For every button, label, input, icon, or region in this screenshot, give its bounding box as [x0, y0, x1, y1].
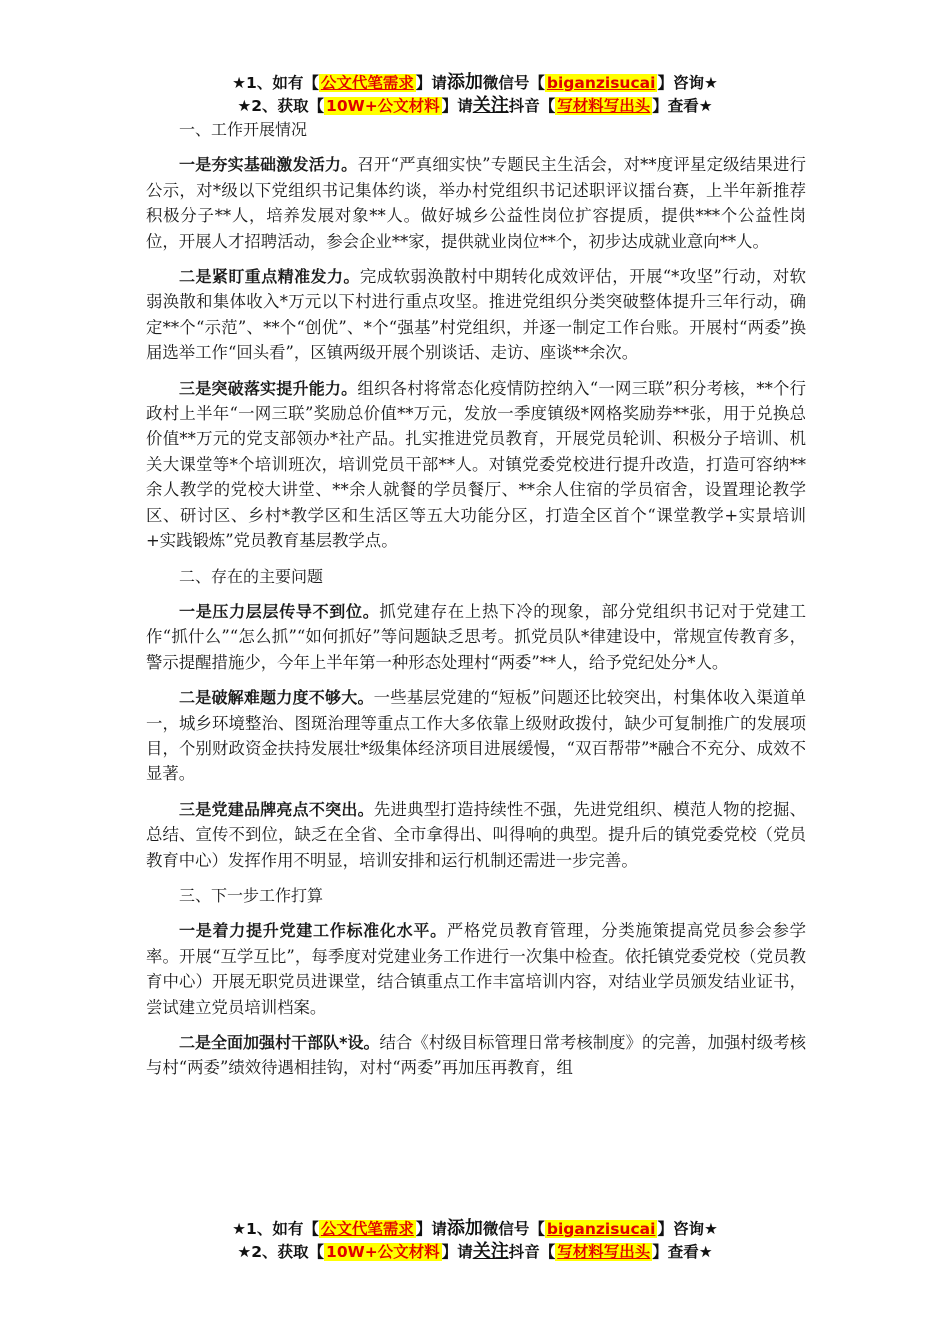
paragraph-lead: 三是党建品牌亮点不突出。 — [179, 799, 374, 819]
section-heading: 一、工作开展情况 — [179, 120, 308, 139]
paragraph: 三是突破落实提升能力。组织各村将常态化疫情防控纳入“一网三联”积分考核，**个行政村上半年“一网三联”奖励总价值**万元，发放一季度镇级*网格奖励券**张，用于兑换总价值**万元的党支部领办*社产品。扎实推进党员教育，开展党员轮训、积极分子培训、机关大课堂等*个培训班次，培训党员干部**人。对镇党委党校进行提升改造，打造可容纳**余人教学的党校大讲堂、**余人就餐的学员餐厅、**余人住宿的学员宿舍，设置理论教学区、研讨区、乡村*教学区和生活区等五大功能分区，打造全区首个“课堂教学+实景培训+实践锻炼”党员教育基层教学点。 — [146, 378, 806, 551]
paragraph-lead: 一是着力提升党建工作标准化水平。 — [179, 921, 447, 941]
banner-line-1: ★1、如有【 公文代笔需求 】请添加微信号【 biganzisucai 】咨询★ — [232, 72, 718, 93]
paragraph: 二是紧盯重点精准发力。完成软弱涣散村中期转化成效评估，开展“*攻坚”行动，对软弱涣散和集体收入*万元以下村进行重点攻坚。推进党组织分类突破整体提升三年行动，确定**个“示范”、**个“创优”、*个“强基”村党组织，并逐一制定工作台账。开展村“两委”换届选举工作“回头看”，区镇两级开展个别谈话、走访、座谈**余次。 — [146, 267, 806, 363]
paragraph-lead: 一是压力层层传导不到位。 — [179, 601, 380, 621]
banner-highlight: 10W+公文材料 — [326, 97, 440, 115]
banner-highlight: 公文代笔需求 — [320, 74, 414, 92]
section-heading: 二、存在的主要问题 — [179, 566, 324, 586]
banner-highlight: 公文代笔需求 — [320, 1220, 414, 1238]
banner-highlight: 写材料写出头 — [557, 1243, 651, 1261]
banner-highlight: 写材料写出头 — [557, 97, 651, 115]
document-body — [146, 117, 806, 1081]
top-banner — [0, 71, 950, 117]
bottom-banner — [0, 1217, 950, 1263]
paragraph: 二是全面加强村干部队*设。结合《村级目标管理日常考核制度》的完善，加强村级考核与村“两委”绩效待遇相挂钩，对村“两委”再加压再教育，组 — [146, 1033, 806, 1078]
paragraph: 一是压力层层传导不到位。抓党建存在上热下冷的现象，部分党组织书记对于党建工作“抓什么”“怎么抓”“如何抓好”等问题缺乏思考。抓党员队*律建设中，常规宣传教育多，警示提醒措施少，今年上半年第一种形态处理村“两委”**人，给予党纪处分*人。 — [146, 601, 806, 672]
paragraph: 三是党建品牌亮点不突出。先进典型打造持续性不强，先进党组织、模范人物的挖掘、总结、宣传不到位，缺乏在全省、全市拿得出、叫得响的典型。提升后的镇党委党校（党员教育中心）发挥作用不明显，培训安排和运行机制还需进一步完善。 — [146, 799, 806, 870]
paragraph-lead: 二是紧盯重点精准发力。 — [179, 267, 360, 287]
paragraph: 一是着力提升党建工作标准化水平。严格党员教育管理，分类施策提高党员参会参学率。开展“互学互比”，每季度对党建业务工作进行一次集中检查。依托镇党委党校（党员教育中心）开展无职党员进课堂，结合镇重点工作丰富培训内容，对结业学员颁发结业证书，尝试建立党员培训档案。 — [146, 921, 806, 1017]
paragraph-lead: 一是夯实基础激发活力。 — [179, 155, 358, 175]
paragraph: 二是破解难题力度不够大。一些基层党建的“短板”问题还比较突出，村集体收入渠道单一，城乡环境整治、图斑治理等重点工作大多依靠上级财政拨付，缺少可复制推广的发展项目，个别财政资金扶持发展壮*级集体经济项目进展缓慢，“双百帮带”*融合不充分、成效不显著。 — [146, 688, 806, 784]
paragraph: 一是夯实基础激发活力。召开“严真细实快”专题民主生活会，对**度评星定级结果进行公示，对*级以下党组织书记集体约谈，举办村党组织书记述职评议擂台赛，上半年新推荐积极分子**人，培养发展对象**人。做好城乡公益性岗位扩容提质，提供***个公益性岗位，开展人才招聘活动，参会企业**家，提供就业岗位**个，初步达成就业意向**人。 — [146, 155, 806, 251]
section-heading: 三、下一步工作打算 — [179, 885, 324, 905]
banner-highlight: biganzisucai — [546, 1220, 656, 1238]
banner-highlight: 10W+公文材料 — [326, 1243, 440, 1261]
banner-line-2: ★2、获取【 10W+公文材料 】请关注抖音【 写材料写出头 】查看★ — [237, 1241, 713, 1262]
paragraph-lead: 三是突破落实提升能力。 — [179, 378, 358, 398]
banner-line-2: ★2、获取【 10W+公文材料 】请关注抖音【 写材料写出头 】查看★ — [237, 95, 713, 116]
paragraph-lead: 二是破解难题力度不够大。 — [179, 688, 374, 708]
paragraph-lead: 二是全面加强村干部队*设。 — [179, 1033, 380, 1052]
banner-line-1: ★1、如有【 公文代笔需求 】请添加微信号【 biganzisucai 】咨询★ — [232, 1218, 718, 1239]
banner-highlight: biganzisucai — [546, 74, 656, 92]
